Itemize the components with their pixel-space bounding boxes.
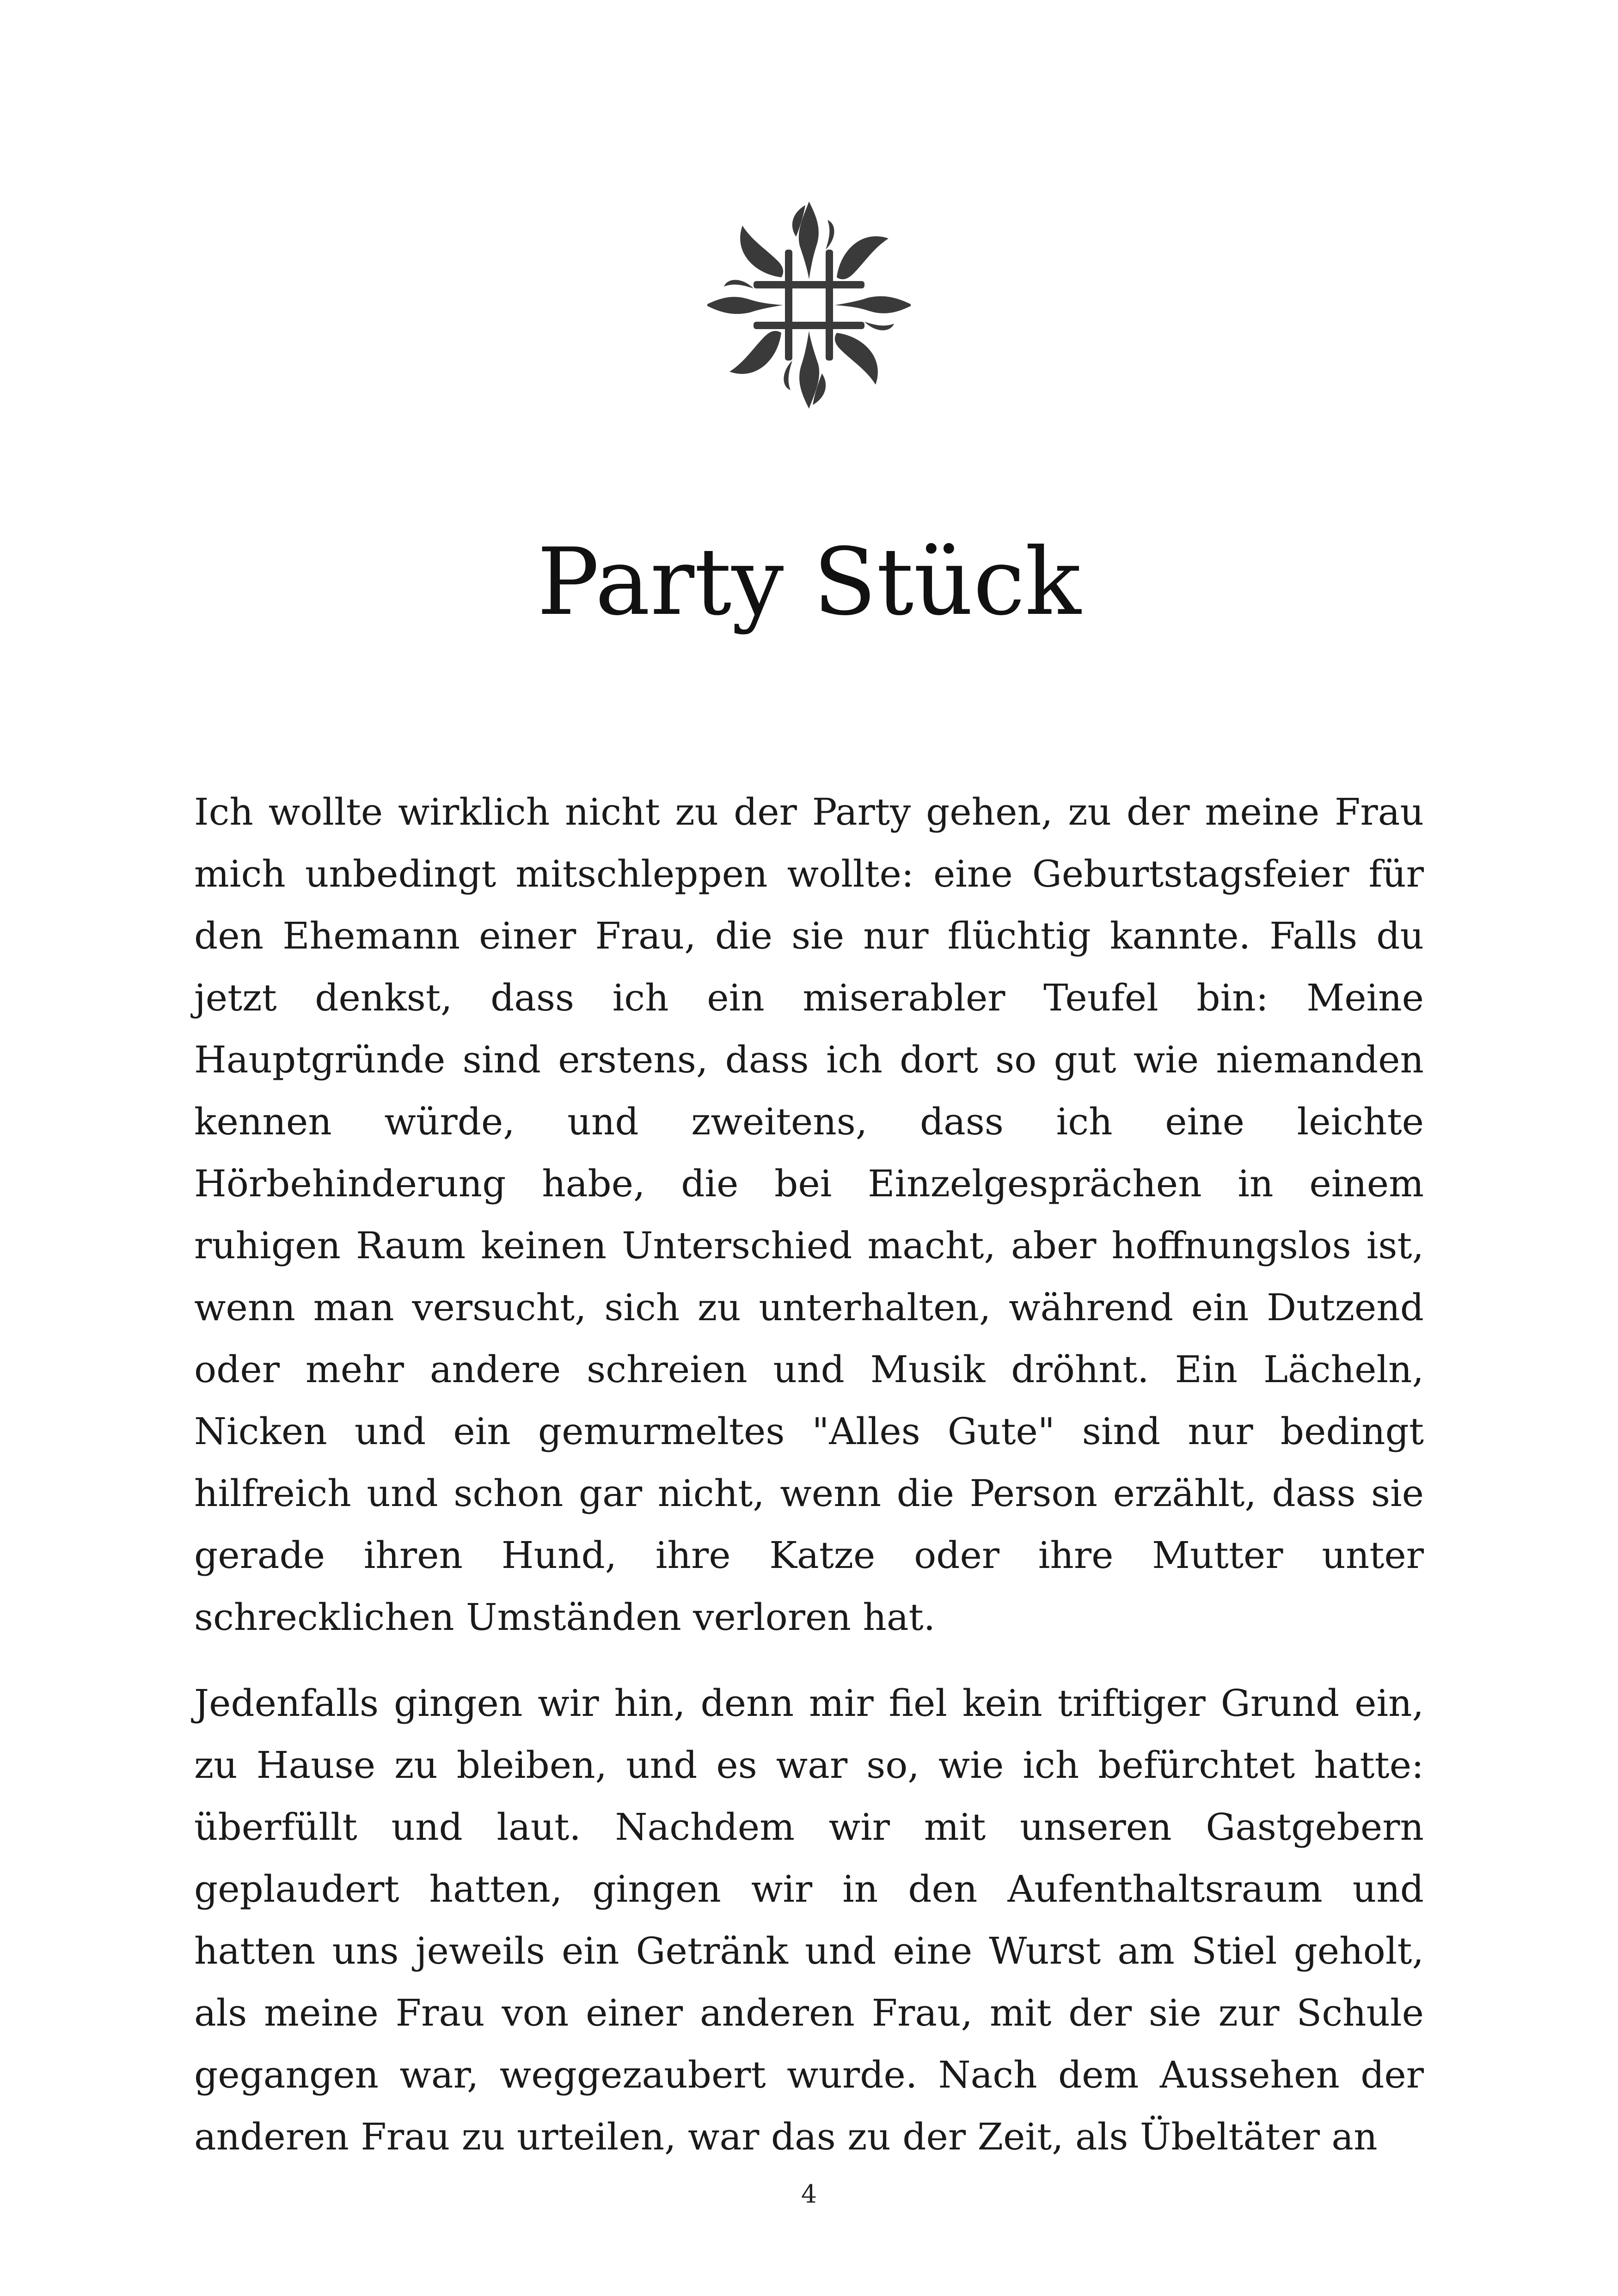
paragraph: Ich wollte wirklich nicht zu der Party gehen, zu der meine Frau mich unbedingt mitschleppen wollte: eine Geburtstagsfeier für den Ehemann einer Frau, die sie nur flüchtig kannte. Falls du jetzt denkst, dass ich ein miserabler Teufel bin: Meine Hauptgründe sind erstens, dass ich dort so gut wie niemanden kennen würde, und zweitens, dass ich eine leichte Hörbehinderung habe, die bei Einzelgesprächen in einem ruhigen Raum keinen Unterschied macht, aber hoffnungslos ist, wenn man versucht, sich zu unterhalten, während ein Dutzend oder mehr andere schreien und Musik dröhnt. Ein Lächeln, Nicken und ein gemurmeltes "Alles Gute" sind nur bedingt hilfreich und schon gar nicht, wenn die Person erzählt, dass sie gerade ihren Hund, ihre Katze oder ihre Mutter unter schrecklichen Umständen verloren hat. xyxy=(194,790,1424,1639)
paragraph: Jedenfalls gingen wir hin, denn mir fiel kein triftiger Grund ein, zu Hause zu bleiben, und es war so, wie ich befürchtet hatte: überfüllt und laut. Nachdem wir mit unseren Gastgebern geplaudert hatten, gingen wir in den Aufenthaltsraum und hatten uns jeweils ein Getränk und eine Wurst am Stiel geholt, als meine Frau von einer anderen Frau, mit der sie zur Schule gegangen war, weggezaubert wurde. Nach dem Aussehen der anderen Frau zu urteilen, war das zu der Zeit, als Übeltäter an xyxy=(194,1682,1424,2158)
page-number: 4 xyxy=(801,2180,817,2209)
celtic-cross-ornament-icon xyxy=(707,199,911,411)
chapter-title: Party Stück xyxy=(537,528,1081,636)
chapter-body xyxy=(194,781,1424,2192)
